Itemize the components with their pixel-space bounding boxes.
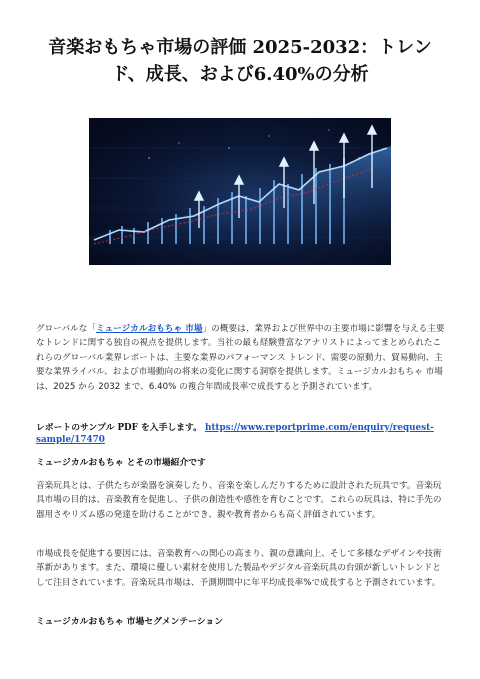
stock-chart-illustration xyxy=(89,118,391,265)
intro-text-before: グローバルな「 xyxy=(36,324,97,334)
page-title: 音楽おもちゃ市場の評価 2025-2032：トレンド、成長、および6.40%の分析 xyxy=(48,37,432,85)
growth-paragraph: 市場成長を促進する要因には、音楽教育への関心の高まり、親の意識向上、そして多様なデザインや技術革新があります。また、環境に優しい素材を使用した製品やデジタル音楽玩具の台頭が新しいトレンドとして注目されています。音楽玩具市場は、予測期間中に年平均成長率%で成長すると予測されています。 xyxy=(36,549,442,588)
intro-text-after: 」の概要は、業界および世界中の主要市場に影響を与える主要なトレンドに関する独自の視点を提供します。当社の最も経験豊富なアナリストによってまとめられたこれらのグローバル業界レポートは、主要な業界のパフォーマンス トレンド、需要の原動力、貿易動向、主要な業界ライバル、および市場動向の将来の変化に関する洞察を提供します。ミュージカルおもちゃ 市場は、2025 から 2032 まで、6.40% の複合年間成長率で成長すると予測されています。 xyxy=(36,324,445,392)
section-heading-intro: ミュージカルおもちゃ とその市場紹介です xyxy=(36,458,206,468)
sample-label: レポートのサンプル PDF を入手します。 xyxy=(36,423,202,433)
sample-request xyxy=(36,422,446,446)
toys-paragraph: 音楽玩具とは、子供たちが楽器を演奏したり、音楽を楽しんだりするために設計された玩具です。音楽玩具市場の目的は、音楽教育を促進し、子供の創造性や感性を育むことです。これらの玩具は、特に手先の器用さやリズム感の発達を助けることができ、親や教育者からも高く評価されています。 xyxy=(36,481,442,520)
hero-image xyxy=(89,118,391,265)
sample-link[interactable]: https://www.reportprime.com/enquiry/request-sample/17470 xyxy=(36,423,434,445)
section-heading-segmentation: ミュージカルおもちゃ 市場セグメンテーション xyxy=(36,617,224,627)
intro-paragraph xyxy=(36,322,446,394)
market-link[interactable]: ミュージカルおもちゃ 市場 xyxy=(96,324,203,334)
